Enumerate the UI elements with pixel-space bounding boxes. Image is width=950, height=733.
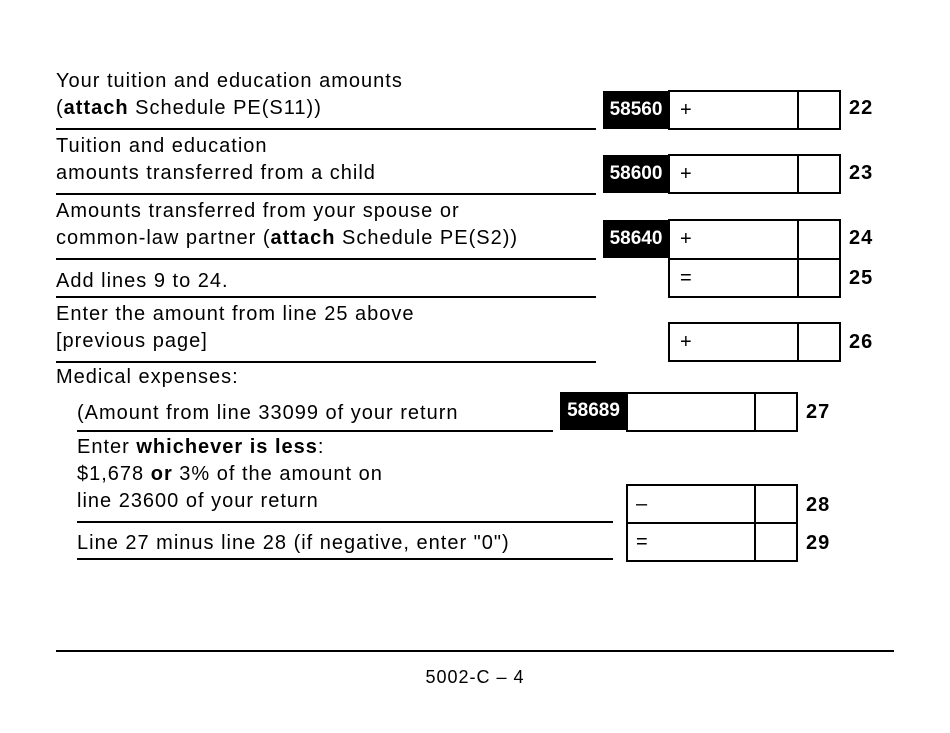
operator-plus: + (680, 228, 692, 250)
amount-field-line-25[interactable] (668, 258, 841, 298)
code-58689: 58689 (560, 392, 627, 430)
medical-expenses-heading: Medical expenses: (56, 366, 239, 388)
line-27-label: (Amount from line 33099 of your return (77, 402, 459, 424)
cents-field-line-29[interactable] (754, 524, 756, 560)
line-number-22: 22 (849, 97, 874, 119)
cents-field-line-24[interactable] (797, 221, 799, 258)
operator-equals: = (636, 531, 648, 553)
code-58560: 58560 (603, 91, 669, 129)
divider (77, 430, 553, 432)
cents-field-line-28[interactable] (754, 486, 756, 522)
cents-field-line-23[interactable] (797, 156, 799, 192)
footer-rule (56, 650, 894, 652)
page-number: 5002-C – 4 (425, 667, 525, 687)
amount-field-line-22[interactable] (668, 90, 841, 130)
divider (56, 128, 596, 130)
operator-equals: = (680, 267, 692, 289)
divider (77, 521, 613, 523)
line-23-label: Tuition and education amounts transferred from a child (56, 135, 376, 184)
amount-field-line-26[interactable] (668, 322, 841, 362)
operator-minus: – (636, 493, 648, 515)
amount-field-line-27[interactable] (626, 392, 798, 432)
cents-field-line-22[interactable] (797, 92, 799, 128)
code-58640: 58640 (603, 220, 669, 258)
line-number-26: 26 (849, 331, 874, 353)
divider (77, 558, 613, 560)
amount-field-line-29[interactable] (626, 522, 798, 562)
divider (56, 193, 596, 195)
cents-field-line-26[interactable] (797, 324, 799, 360)
operator-plus: + (680, 99, 692, 121)
line-25-label: Add lines 9 to 24. (56, 270, 229, 292)
line-24-label: Amounts transferred from your spouse or common-law partner (attach Schedule PE(S2)) (56, 200, 519, 249)
line-number-24: 24 (849, 227, 874, 249)
divider (56, 258, 596, 260)
divider (56, 361, 596, 363)
amount-field-line-28[interactable] (626, 484, 798, 524)
line-number-25: 25 (849, 267, 874, 289)
code-58600: 58600 (603, 155, 669, 193)
operator-plus: + (680, 163, 692, 185)
divider (56, 296, 596, 298)
line-26-label: Enter the amount from line 25 above [previous page] (56, 303, 415, 352)
line-number-28: 28 (806, 494, 831, 516)
cents-field-line-25[interactable] (797, 260, 799, 296)
amount-field-line-23[interactable] (668, 154, 841, 194)
line-28-label: Enter whichever is less: $1,678 or 3% of the amount on line 23600 of your return (77, 436, 383, 512)
cents-field-line-27[interactable] (754, 394, 756, 430)
line-number-29: 29 (806, 532, 831, 554)
line-number-23: 23 (849, 162, 874, 184)
operator-plus: + (680, 331, 692, 353)
line-22-label: Your tuition and education amounts (attach Schedule PE(S11)) (56, 70, 403, 119)
amount-field-line-24[interactable] (668, 219, 841, 260)
line-number-27: 27 (806, 401, 831, 423)
line-29-label: Line 27 minus line 28 (if negative, enter "0") (77, 532, 510, 554)
